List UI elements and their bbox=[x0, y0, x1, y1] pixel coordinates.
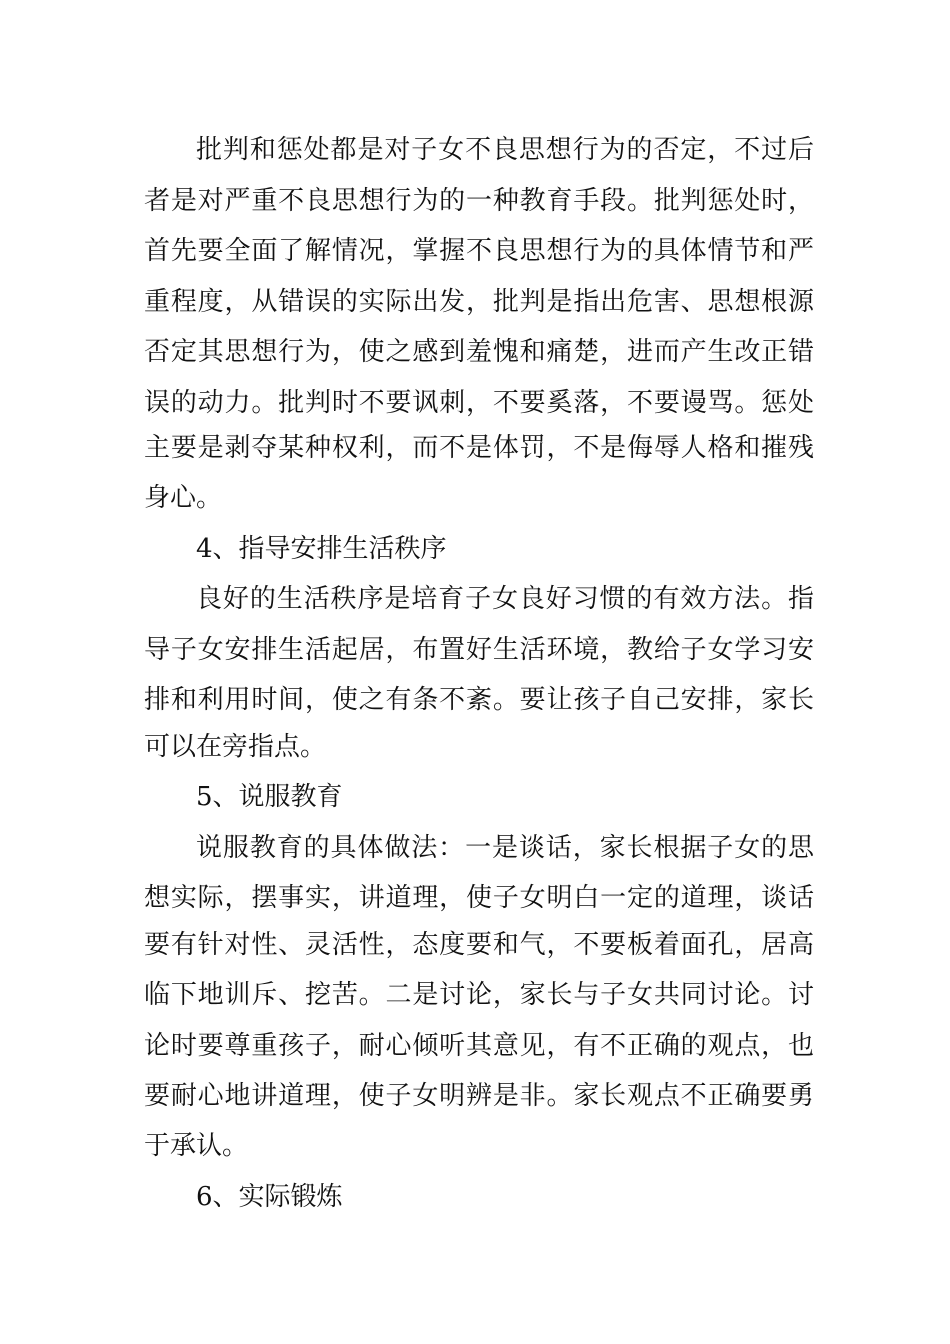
paragraph-line: 排和利用时间，使之有条不紊。要让孩子自己安排，家长 bbox=[144, 685, 814, 715]
paragraph-line: 身心。 bbox=[144, 483, 223, 513]
paragraph-line: 者是对严重不良思想行为的一种教育手段。批判惩处时， bbox=[144, 186, 814, 216]
section-heading: 6、实际锻炼 bbox=[196, 1182, 343, 1212]
paragraph-line: 想实际，摆事实，讲道理，使子女明白一定的道理，谈话 bbox=[144, 883, 814, 913]
paragraph-line: 导子女安排生活起居，布置好生活环境，教给子女学习安 bbox=[144, 635, 814, 665]
paragraph-line: 否定其思想行为，使之感到羞愧和痛楚，进而产生改正错 bbox=[144, 337, 814, 367]
paragraph-line: 要耐心地讲道理，使子女明辨是非。家长观点不正确要勇 bbox=[144, 1081, 814, 1111]
paragraph-line: 重程度，从错误的实际出发，批判是指出危害、思想根源 bbox=[144, 287, 814, 317]
paragraph-line: 论时要尊重孩子，耐心倾听其意见，有不正确的观点，也 bbox=[144, 1031, 814, 1061]
paragraph-line: 可以在旁指点。 bbox=[144, 732, 327, 762]
paragraph-line: 批判和惩处都是对子女不良思想行为的否定，不过后 bbox=[196, 135, 814, 165]
paragraph-line: 临下地训斥、挖苦。二是讨论，家长与子女共同讨论。讨 bbox=[144, 980, 814, 1010]
paragraph-line: 于承认。 bbox=[144, 1131, 249, 1161]
section-heading: 4、指导安排生活秩序 bbox=[196, 534, 447, 564]
paragraph-line: 良好的生活秩序是培育子女良好习惯的有效方法。指 bbox=[196, 584, 814, 614]
section-heading: 5、说服教育 bbox=[196, 782, 343, 812]
paragraph-line: 说服教育的具体做法：一是谈话，家长根据子女的思 bbox=[196, 833, 814, 863]
paragraph-line: 误的动力。批判时不要讽刺，不要奚落，不要谩骂。惩处 bbox=[144, 388, 814, 418]
paragraph-line: 主要是剥夺某种权利，而不是体罚，不是侮辱人格和摧残 bbox=[144, 433, 814, 463]
paragraph-line: 首先要全面了解情况，掌握不良思想行为的具体情节和严 bbox=[144, 236, 814, 266]
paragraph-line: 要有针对性、灵活性，态度要和气，不要板着面孔，居高 bbox=[144, 930, 814, 960]
